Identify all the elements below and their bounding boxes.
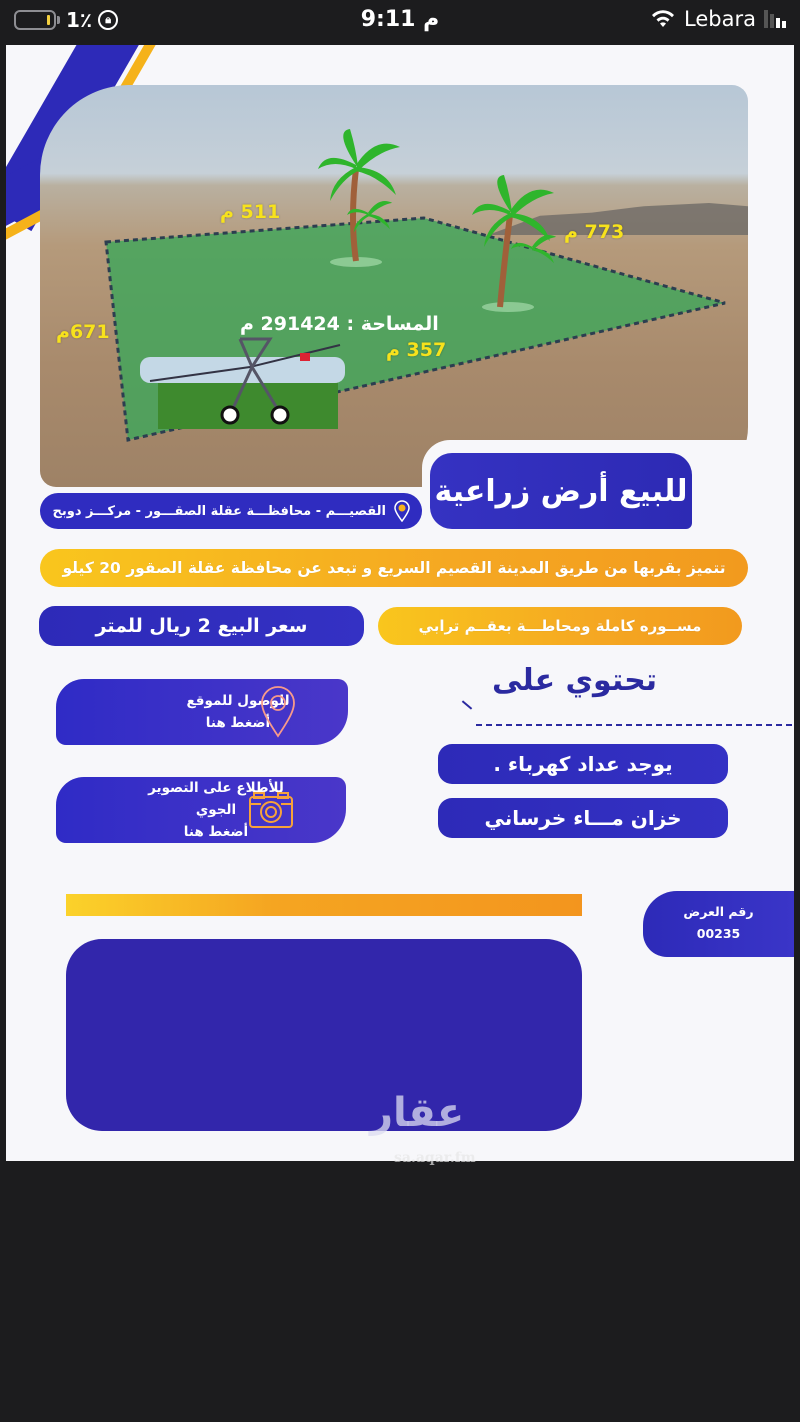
price-banner: سعر البيع 2 ريال للمتر: [39, 606, 364, 646]
feature-item: يوجد عداد كهرباء .: [438, 744, 728, 784]
listing-title: للبيع أرض زراعية: [430, 453, 692, 529]
divider-slash: [462, 700, 472, 709]
location-banner: [40, 493, 422, 529]
location-button-line2: أضغط هنا: [205, 715, 271, 731]
area-label: المساحة : 291424 م: [240, 313, 439, 335]
battery-percent: 1٪: [66, 8, 93, 32]
camera-icon: [248, 791, 294, 829]
decor-yellow-bar: [66, 894, 582, 916]
carrier-name: Lebara: [684, 7, 756, 31]
offer-number-badge: [643, 891, 794, 957]
measure-bottom: 357 م: [386, 339, 447, 361]
location-text: القصيـــم - محافظـــة عقلة الصقـــور - مركـــز دوبح: [52, 503, 386, 519]
land-aerial-photo: [40, 85, 748, 487]
location-pin-icon: [394, 500, 410, 522]
rotation-lock-icon: 🔒︎: [98, 10, 118, 30]
palm-tree-icon: [470, 175, 560, 315]
wifi-icon: [650, 9, 676, 29]
status-right: [650, 7, 786, 31]
palm-tree-icon: [316, 129, 406, 269]
contains-heading: تحتوي على: [492, 663, 657, 698]
location-button-line1: للوصول للموقع: [186, 693, 290, 709]
highlight-banner: تتميز بقربها من طريق المدينة القصيم السريع و تبعد عن محافظة عقلة الصقور 20 كيلو: [40, 549, 748, 587]
clock: 9:11 م: [360, 7, 440, 32]
measure-top: 511 م: [220, 201, 281, 223]
feature-item: خزان مـــاء خرساني: [438, 798, 728, 838]
blank-info-panel: [66, 939, 582, 1131]
aqar-watermark-url: sa.aqar.fm: [394, 1150, 476, 1166]
listing-flyer: [6, 45, 794, 1161]
location-pin-icon: [260, 686, 296, 738]
measure-right: 773 م: [564, 221, 625, 243]
offer-label: رقم العرض: [683, 904, 754, 919]
offer-number: 00235: [696, 926, 741, 941]
dashed-divider: [476, 724, 792, 726]
aerial-button-line1: للأطلاع على التصوير الجوي: [148, 780, 284, 818]
pivot-irrigation-image: [140, 337, 345, 429]
aqar-watermark-logo: عقار: [370, 1090, 465, 1136]
signal-icon: [764, 10, 786, 28]
fencing-banner: مســوره كاملة ومحاطـــة بعقــم ترابي: [378, 607, 742, 645]
measure-left: 671م: [56, 321, 110, 343]
aerial-button-line2: أضغط هنا: [183, 824, 249, 840]
aerial-photo-button[interactable]: [56, 777, 346, 843]
location-link-button[interactable]: [56, 679, 348, 745]
status-bar: [0, 0, 800, 42]
